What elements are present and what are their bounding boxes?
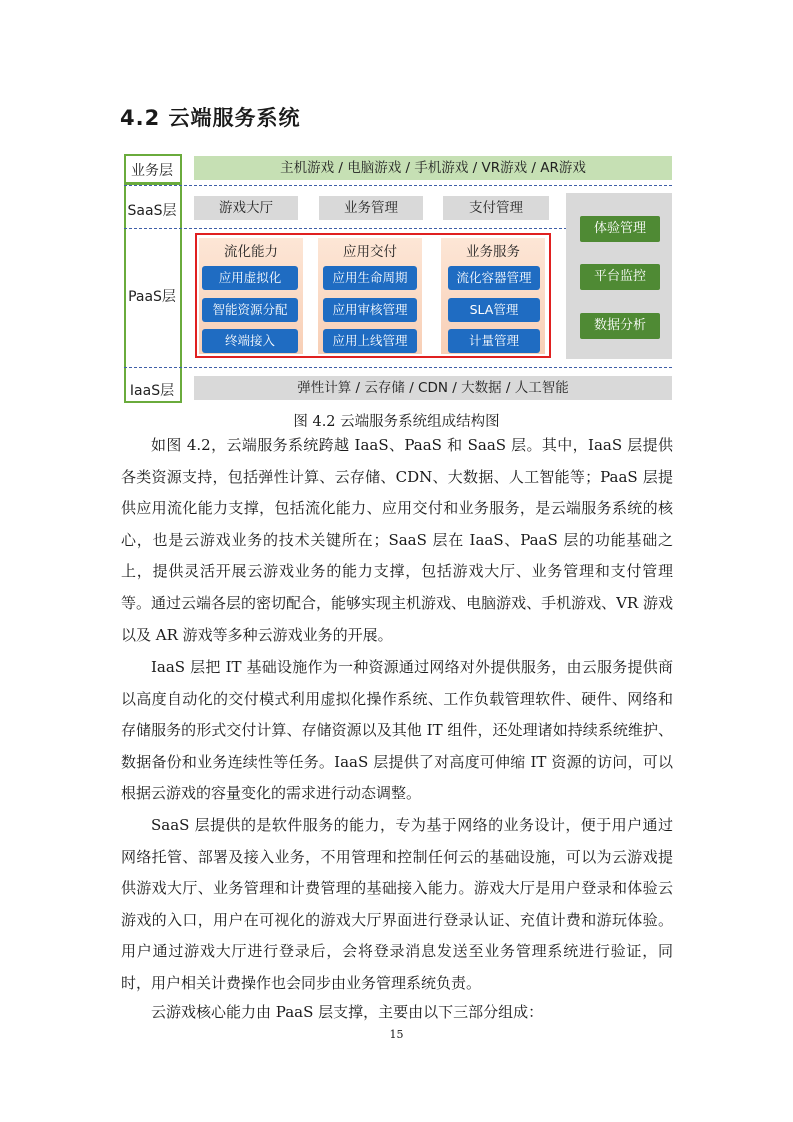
- saas-item-payment-management: 支付管理: [443, 196, 549, 220]
- figure-caption: 图 4.2 云端服务系统组成结构图: [293, 414, 500, 430]
- layer-label-paas: PaaS层: [128, 289, 176, 305]
- paas-column-title: 业务服务: [466, 244, 520, 260]
- body-paragraph: SaaS 层提供的是软件服务的能力，专为基于网络的业务设计，便于用户通过网络托管、部署及接入业务，不用管理和控制任何云的基础设施，可以为云游戏提供游戏大厅、业务管理和计费管理的基础接入能力。游戏大厅是用户登录和体验云游戏的入口，用户在可视化的游戏大厅界面进行登录认证、充值计费和游玩体验。用户通过游戏大厅进行登录后，会将登录消息发送至业务管理系统进行验证，同时，用户相关计费操作也会同步由业务管理系统负责。: [121, 816, 673, 992]
- architecture-diagram: [0, 0, 793, 420]
- paas-item: 流化容器管理: [448, 266, 540, 290]
- paas-item: 智能资源分配: [202, 298, 298, 322]
- body-paragraph: 云游戏核心能力由 PaaS 层支撑，主要由以下三部分组成：: [151, 1003, 544, 1021]
- saas-item-business-management: 业务管理: [319, 196, 423, 220]
- paas-item: SLA管理: [448, 298, 540, 322]
- paas-item: 终端接入: [202, 329, 298, 353]
- layer-label-business: 业务层: [131, 163, 173, 179]
- side-item-platform-monitoring: 平台监控: [580, 264, 660, 290]
- iaas-layer-bar: 弹性计算 / 云存储 / CDN / 大数据 / 人工智能: [194, 376, 672, 400]
- business-layer-bar: 主机游戏 / 电脑游戏 / 手机游戏 / VR游戏 / AR游戏: [194, 156, 672, 180]
- paas-item: 应用审核管理: [323, 298, 417, 322]
- body-paragraph: IaaS 层把 IT 基础设施作为一种资源通过网络对外提供服务，由云服务提供商以高度自动化的交付模式利用虚拟化操作系统、工作负载管理软件、硬件、网络和存储服务的形式交付计算、存储资源以及其他 IT 组件，还处理诸如持续系统维护、数据备份和业务连续性等任务。IaaS 层提供了对高度可伸缩 IT 资源的访问，可以根据云游戏的容量变化的需求进行动态调整。: [121, 658, 673, 803]
- side-item-data-analysis: 数据分析: [580, 313, 660, 339]
- page-number: 15: [389, 1028, 404, 1041]
- layer-label-iaas: IaaS层: [129, 383, 175, 399]
- paas-item: 应用生命周期: [323, 266, 417, 290]
- separator-line: [124, 185, 672, 186]
- side-item-experience-management: 体验管理: [580, 216, 660, 242]
- section-heading: 4.2 云端服务系统: [120, 106, 301, 130]
- paas-column-title: 流化能力: [224, 244, 278, 260]
- separator-line: [124, 367, 672, 368]
- paas-item: 计量管理: [448, 329, 540, 353]
- body-paragraph: 如图 4.2，云端服务系统跨越 IaaS、PaaS 和 SaaS 层。其中，IaaS 层提供各类资源支持，包括弹性计算、云存储、CDN、大数据、人工智能等；PaaS 层提供应用流化能力支撑，包括流化能力、应用交付和业务服务，是云端服务系统的核心，也是云游戏业务的技术关键所在；SaaS 层在 IaaS、PaaS 层的功能基础之上，提供灵活开展云游戏业务的能力支撑，包括游戏大厅、业务管理和支付管理等。通过云端各层的密切配合，能够实现主机游戏、电脑游戏、手机游戏、VR 游戏以及 AR 游戏等多种云游戏业务的开展。: [121, 436, 673, 644]
- paas-column-title: 应用交付: [343, 244, 397, 260]
- paas-item: 应用上线管理: [323, 329, 417, 353]
- saas-item-game-lobby: 游戏大厅: [194, 196, 298, 220]
- paas-item: 应用虚拟化: [202, 266, 298, 290]
- layer-label-saas: SaaS层: [127, 203, 177, 219]
